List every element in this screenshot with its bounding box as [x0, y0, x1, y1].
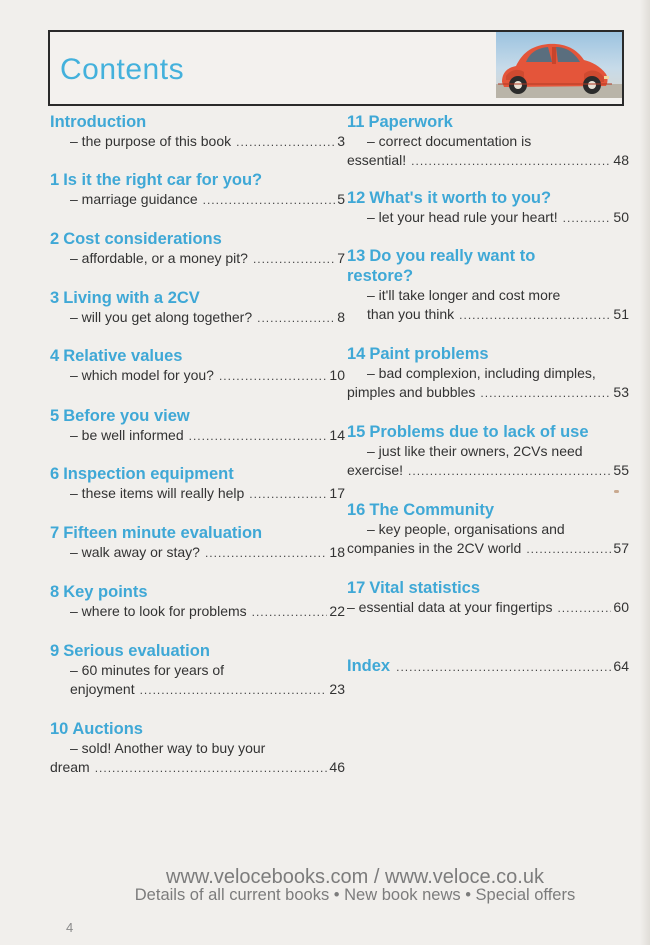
entry-number: 5 [50, 407, 60, 425]
entry-desc-line: – will you get along together? [70, 309, 253, 325]
entry-page: 18 [329, 544, 345, 560]
entry-desc [50, 190, 345, 210]
entry-desc-line: dream [50, 759, 90, 775]
entry-title [347, 422, 629, 442]
entry-title [347, 344, 629, 364]
footer-tagline: Details of all current books • New book news • Special offers [134, 886, 576, 904]
page-edge [640, 0, 650, 945]
entry-desc-line: enjoyment [70, 681, 135, 697]
entry-title [347, 578, 629, 598]
entry-desc [347, 286, 629, 325]
entry-title-text: Key points [63, 583, 148, 601]
entry-desc [347, 520, 629, 559]
entry-desc [50, 484, 345, 504]
entry-desc [50, 739, 345, 778]
entry-page: 57 [613, 540, 629, 556]
toc-entry-11[interactable] [347, 112, 629, 171]
toc-entry-13[interactable] [347, 246, 629, 325]
entry-title [347, 112, 629, 132]
entry-desc-line: – sold! Another way to buy your [70, 740, 266, 756]
title-box [48, 30, 624, 106]
entry-desc [347, 208, 629, 228]
toc-entry-8[interactable] [50, 582, 345, 622]
entry-page: 10 [329, 367, 345, 383]
entry-title [50, 641, 345, 661]
leader-dots [189, 427, 328, 446]
entry-desc-line: pimples and bubbles [347, 384, 476, 400]
entry-desc [347, 364, 629, 403]
entry-desc-line: – walk away or stay? [70, 544, 200, 560]
page-title: Contents [60, 53, 185, 86]
entry-title [50, 406, 345, 426]
entry-desc-line: – 60 minutes for years of [70, 662, 225, 678]
entry-page: 50 [613, 209, 629, 225]
entry-number: 10 [50, 720, 69, 738]
entry-page: 53 [613, 384, 629, 400]
entry-title-text: What's it worth to you? [369, 189, 552, 207]
entry-title-text: Is it the right car for you? [63, 171, 263, 189]
leader-dots [205, 544, 327, 563]
toc-entry-16[interactable] [347, 500, 629, 559]
leader-dots [396, 660, 613, 674]
toc-entry-14[interactable] [347, 344, 629, 403]
entry-page: 22 [329, 603, 345, 619]
leader-dots [480, 384, 611, 403]
entry-title-text: Problems due to lack of use [369, 423, 589, 441]
toc-entry-5[interactable] [50, 406, 345, 446]
entry-page: 5 [337, 191, 345, 207]
entry-desc-line: – the purpose of this book [70, 133, 232, 149]
leader-dots [557, 599, 611, 618]
toc-entry-2[interactable] [50, 229, 345, 269]
entry-page: 3 [337, 133, 345, 149]
entry-title-text: Do you really want to [369, 247, 536, 265]
entry-title-text: Before you view [63, 407, 190, 425]
entry-title [50, 288, 345, 308]
entry-number: 6 [50, 465, 60, 483]
toc-entry-index[interactable] [347, 656, 629, 676]
entry-desc-line: – it'll take longer and cost more [367, 287, 561, 303]
entry-number: 9 [50, 642, 60, 660]
entry-number: 8 [50, 583, 60, 601]
entry-number: 11 [347, 113, 365, 131]
leader-dots [459, 306, 611, 325]
entry-title-text: Serious evaluation [63, 642, 210, 660]
toc-entry-6[interactable] [50, 464, 345, 504]
entry-page: 7 [337, 250, 345, 266]
entry-desc [50, 426, 345, 446]
toc-entry-3[interactable] [50, 288, 345, 328]
leader-dots [203, 191, 336, 210]
entry-desc-line: – just like their owners, 2CVs need [367, 443, 583, 459]
entry-desc [50, 308, 345, 328]
entry-title [347, 246, 629, 266]
entry-title-text: Paint problems [369, 345, 489, 363]
entry-page: 14 [329, 427, 345, 443]
entry-title [50, 346, 345, 366]
leader-dots [236, 133, 335, 152]
entry-title [50, 464, 345, 484]
entry-desc [347, 132, 629, 171]
entry-number: 16 [347, 501, 366, 519]
leader-dots [257, 309, 335, 328]
entry-number: 2 [50, 230, 60, 248]
entry-number: 4 [50, 347, 60, 365]
page-number: 4 [66, 920, 74, 935]
leader-dots [563, 209, 612, 228]
entry-desc-line: – key people, organisations and [367, 521, 565, 537]
leader-dots [249, 485, 327, 504]
toc-entry-7[interactable] [50, 523, 345, 563]
leader-dots [95, 759, 328, 778]
entry-page: 64 [613, 658, 629, 674]
entry-title-text: Vital statistics [369, 579, 481, 597]
toc-entry-10[interactable] [50, 719, 345, 778]
entry-desc-line: – let your head rule your heart! [367, 209, 558, 225]
toc-entry-4[interactable] [50, 346, 345, 386]
entry-desc-line: exercise! [347, 462, 404, 478]
toc-entry-introduction[interactable] [50, 112, 345, 152]
toc-entry-1[interactable] [50, 170, 345, 210]
entry-number: 14 [347, 345, 366, 363]
index-row [347, 656, 629, 676]
entry-title [347, 500, 629, 520]
entry-desc-line: companies in the 2CV world [347, 540, 522, 556]
entry-page: 23 [329, 681, 345, 697]
entry-title [50, 719, 345, 739]
entry-title-line-2: restore? [347, 267, 414, 285]
entry-desc-line: – these items will really help [70, 485, 245, 501]
entry-number: 15 [347, 423, 366, 441]
entry-desc-line: – where to look for problems [70, 603, 247, 619]
entry-title-text: Inspection equipment [63, 465, 234, 483]
toc-entry-17[interactable] [347, 578, 629, 618]
entry-page: 55 [613, 462, 629, 478]
leader-dots [526, 540, 611, 559]
entry-desc [50, 249, 345, 269]
entry-title-text: Auctions [72, 720, 143, 738]
entry-title [50, 170, 345, 190]
citroen-2cv-image [496, 32, 622, 98]
entry-title-text: Living with a 2CV [63, 289, 200, 307]
entry-title-text: Relative values [63, 347, 183, 365]
entry-page: 48 [613, 152, 629, 168]
leader-dots [219, 367, 327, 386]
entry-page: 60 [613, 599, 629, 615]
leader-dots [411, 152, 611, 171]
entry-title-text: Paperwork [368, 113, 453, 131]
entry-desc-line: than you think [367, 306, 455, 322]
entry-desc-line: essential! [347, 152, 407, 168]
entry-desc-line: – essential data at your fingertips [347, 599, 553, 615]
entry-number: 3 [50, 289, 60, 307]
entry-desc [347, 442, 629, 481]
entry-desc-line: – which model for you? [70, 367, 214, 383]
entry-number: 17 [347, 579, 366, 597]
entry-number: 7 [50, 524, 60, 542]
entry-desc-line: – correct documentation is [367, 133, 532, 149]
entry-desc-line: – bad complexion, including dimples, [367, 365, 596, 381]
entry-title [50, 582, 345, 602]
paper-speck [614, 490, 619, 493]
car-photo [496, 32, 622, 98]
entry-desc-line: – be well informed [70, 427, 184, 443]
entry-title-text: Fifteen minute evaluation [63, 524, 263, 542]
entry-title: Introduction [50, 113, 147, 131]
entry-title [50, 229, 345, 249]
entry-desc [50, 132, 345, 152]
entry-number: 1 [50, 171, 60, 189]
entry-number: 12 [347, 189, 366, 207]
entry-number: 13 [347, 247, 366, 265]
toc-entry-15[interactable] [347, 422, 629, 481]
entry-desc [50, 602, 345, 622]
entry-desc-line: – marriage guidance [70, 191, 198, 207]
entry-desc [50, 366, 345, 386]
entry-title [50, 523, 345, 543]
entry-page: 51 [613, 306, 629, 322]
leader-dots [253, 250, 335, 269]
entry-desc-line: – affordable, or a money pit? [70, 250, 248, 266]
leader-dots [408, 462, 611, 481]
entry-title-text: The Community [369, 501, 495, 519]
entry-page: 8 [337, 309, 345, 325]
entry-page: 46 [329, 759, 345, 775]
toc-entry-9[interactable] [50, 641, 345, 700]
entry-desc [50, 661, 345, 700]
toc-entry-12[interactable] [347, 188, 629, 228]
entry-desc [50, 543, 345, 563]
entry-title [347, 188, 629, 208]
website-urls: www.velocebooks.com / www.veloce.co.uk [166, 866, 544, 888]
entry-desc [347, 598, 629, 618]
entry-title: Index [347, 657, 391, 675]
leader-dots [252, 603, 328, 622]
leader-dots [140, 681, 328, 700]
entry-page: 17 [329, 485, 345, 501]
entry-title-text: Cost considerations [63, 230, 222, 248]
